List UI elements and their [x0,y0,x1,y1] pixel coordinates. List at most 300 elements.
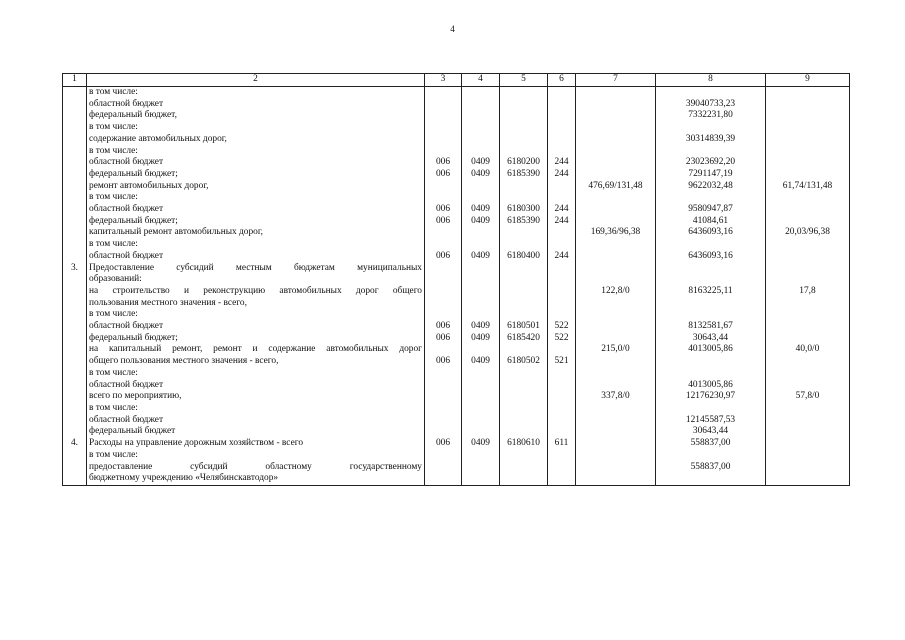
table-row [63,368,850,380]
col-5-cell: 6185390 [500,169,548,181]
col-4-cell [462,450,500,462]
col-4-cell [462,263,500,275]
col-7-cell [576,333,656,345]
col-8-cell: 41084,61 [656,216,766,228]
table-row [63,251,850,263]
row-description: содержание автомобильных дорог, [87,134,425,146]
col-9-cell [766,321,850,333]
col-4-cell: 0409 [462,321,500,333]
col-4-cell [462,391,500,403]
col-8-cell [656,274,766,286]
col-6-cell [548,286,576,298]
col-3-cell [425,298,462,310]
col-9-cell [766,134,850,146]
col-4-cell [462,344,500,356]
row-description: образований: [87,274,425,286]
row-number [63,134,87,146]
row-number [63,181,87,193]
row-description: в том числе: [87,368,425,380]
row-description: областной бюджет [87,380,425,392]
col-4-cell [462,134,500,146]
table-row [63,122,850,134]
col-5-cell [500,192,548,204]
col-8-cell [656,122,766,134]
col-9-cell [766,157,850,169]
col-3-cell [425,110,462,122]
col-9-cell [766,356,850,368]
header-col-3: 3 [425,74,462,87]
col-7-cell [576,157,656,169]
col-8-cell: 558837,00 [656,438,766,450]
col-8-cell: 9622032,48 [656,181,766,193]
col-7-cell [576,192,656,204]
row-number [63,87,87,99]
col-3-cell [425,415,462,427]
row-description: федеральный бюджет; [87,333,425,345]
col-7-cell [576,356,656,368]
col-9-cell: 40,0/0 [766,344,850,356]
col-7-cell [576,134,656,146]
col-6-cell [548,309,576,321]
col-5-cell: 6180200 [500,157,548,169]
table-row [63,321,850,333]
row-number [63,251,87,263]
col-4-cell: 0409 [462,157,500,169]
col-6-cell [548,122,576,134]
col-3-cell [425,87,462,99]
col-6-cell [548,450,576,462]
col-5-cell [500,286,548,298]
col-8-cell [656,192,766,204]
col-7-cell [576,438,656,450]
col-3-cell: 006 [425,204,462,216]
col-5-cell: 6185420 [500,333,548,345]
col-7-cell [576,263,656,275]
col-8-cell [656,473,766,485]
col-6-cell: 521 [548,356,576,368]
col-9-cell: 20,03/96,38 [766,227,850,239]
table-row [63,333,850,345]
col-3-cell: 006 [425,251,462,263]
col-8-cell: 30643,44 [656,426,766,438]
col-6-cell [548,87,576,99]
table-row [63,462,850,474]
table-row [63,438,850,450]
col-3-cell: 006 [425,356,462,368]
col-4-cell [462,298,500,310]
col-9-cell [766,309,850,321]
col-9-cell: 17,8 [766,286,850,298]
col-3-cell [425,380,462,392]
row-number [63,204,87,216]
col-4-cell [462,181,500,193]
col-4-cell: 0409 [462,204,500,216]
col-8-cell [656,239,766,251]
col-3-cell [425,181,462,193]
col-7-cell [576,110,656,122]
table-row [63,227,850,239]
col-7-cell [576,169,656,181]
col-6-cell [548,473,576,485]
row-description: ремонт автомобильных дорог, [87,181,425,193]
col-9-cell [766,298,850,310]
col-4-cell [462,274,500,286]
header-col-5: 5 [500,74,548,87]
row-description: федеральный бюджет; [87,169,425,181]
col-3-cell [425,146,462,158]
col-9-cell [766,438,850,450]
col-7-cell [576,415,656,427]
row-description: областной бюджет [87,415,425,427]
col-8-cell: 12176230,97 [656,391,766,403]
row-description: Расходы на управление дорожным хозяйством - всего [87,438,425,450]
col-7-cell [576,309,656,321]
col-8-cell: 12145587,53 [656,415,766,427]
col-5-cell: 6180610 [500,438,548,450]
col-9-cell [766,251,850,263]
col-8-cell: 6436093,16 [656,251,766,263]
col-7-cell: 169,36/96,38 [576,227,656,239]
col-8-cell [656,146,766,158]
col-3-cell [425,344,462,356]
row-number [63,426,87,438]
col-4-cell [462,87,500,99]
row-description: в том числе: [87,87,425,99]
col-8-cell: 4013005,86 [656,380,766,392]
row-description: капитальный ремонт автомобильных дорог, [87,227,425,239]
col-8-cell: 4013005,86 [656,344,766,356]
col-8-cell: 30643,44 [656,333,766,345]
row-description: предоставление субсидий областному государственному [87,462,425,474]
col-5-cell [500,274,548,286]
col-5-cell [500,344,548,356]
col-3-cell [425,286,462,298]
col-5-cell [500,403,548,415]
col-6-cell: 244 [548,251,576,263]
col-4-cell [462,239,500,251]
col-9-cell [766,110,850,122]
row-number [63,239,87,251]
col-6-cell [548,344,576,356]
table-row [63,216,850,228]
table-row [63,157,850,169]
col-6-cell [548,391,576,403]
table-row [63,169,850,181]
col-9-cell [766,403,850,415]
col-5-cell [500,309,548,321]
col-7-cell [576,473,656,485]
col-5-cell: 6180501 [500,321,548,333]
col-9-cell [766,192,850,204]
table-row [63,380,850,392]
col-7-cell [576,321,656,333]
col-8-cell: 9580947,87 [656,204,766,216]
col-6-cell [548,274,576,286]
col-8-cell [656,298,766,310]
header-col-8: 8 [656,74,766,87]
table-row [63,356,850,368]
col-5-cell [500,181,548,193]
col-3-cell [425,274,462,286]
col-9-cell [766,87,850,99]
col-4-cell [462,146,500,158]
col-8-cell: 558837,00 [656,462,766,474]
row-description: в том числе: [87,403,425,415]
table-row [63,344,850,356]
table-row [63,309,850,321]
col-5-cell [500,415,548,427]
col-6-cell: 611 [548,438,576,450]
col-3-cell: 006 [425,169,462,181]
row-number [63,333,87,345]
col-6-cell [548,146,576,158]
col-8-cell: 7332231,80 [656,110,766,122]
col-5-cell [500,134,548,146]
col-7-cell [576,87,656,99]
col-6-cell [548,239,576,251]
row-description: общего пользования местного значения - всего, [87,356,425,368]
col-4-cell: 0409 [462,216,500,228]
col-4-cell: 0409 [462,251,500,263]
row-description: бюджетному учреждению «Челябинскавтодор» [87,473,425,485]
col-8-cell [656,368,766,380]
col-5-cell [500,426,548,438]
table-row [63,263,850,275]
col-8-cell: 6436093,16 [656,227,766,239]
col-7-cell [576,146,656,158]
col-9-cell: 57,8/0 [766,391,850,403]
row-description: федеральный бюджет [87,426,425,438]
col-6-cell [548,134,576,146]
col-7-cell: 476,69/131,48 [576,181,656,193]
table-row [63,286,850,298]
col-3-cell [425,462,462,474]
row-description: федеральный бюджет; [87,216,425,228]
row-number [63,110,87,122]
col-7-cell [576,426,656,438]
col-4-cell [462,426,500,438]
row-number [63,192,87,204]
col-3-cell [425,426,462,438]
col-3-cell [425,122,462,134]
header-col-9: 9 [766,74,850,87]
col-8-cell: 8163225,11 [656,286,766,298]
col-3-cell: 006 [425,157,462,169]
col-8-cell: 8132581,67 [656,321,766,333]
col-6-cell [548,110,576,122]
budget-table [62,73,850,486]
col-6-cell: 244 [548,157,576,169]
row-number [63,298,87,310]
col-5-cell [500,146,548,158]
table-row [63,192,850,204]
col-3-cell [425,391,462,403]
row-number [63,286,87,298]
col-7-cell [576,99,656,111]
col-4-cell: 0409 [462,356,500,368]
table-row [63,274,850,286]
row-description: в том числе: [87,239,425,251]
col-9-cell: 61,74/131,48 [766,181,850,193]
row-number [63,169,87,181]
col-7-cell: 122,8/0 [576,286,656,298]
col-5-cell [500,462,548,474]
col-8-cell [656,356,766,368]
col-4-cell [462,99,500,111]
col-5-cell: 6180400 [500,251,548,263]
col-6-cell [548,368,576,380]
col-4-cell [462,368,500,380]
row-number [63,391,87,403]
col-5-cell [500,122,548,134]
row-number [63,227,87,239]
col-5-cell [500,239,548,251]
col-7-cell [576,380,656,392]
col-8-cell: 30314839,39 [656,134,766,146]
row-number [63,309,87,321]
col-9-cell [766,462,850,474]
col-6-cell [548,192,576,204]
col-5-cell [500,263,548,275]
table-row [63,204,850,216]
col-4-cell [462,309,500,321]
col-9-cell [766,415,850,427]
table-row [63,99,850,111]
col-7-cell [576,204,656,216]
col-8-cell: 23023692,20 [656,157,766,169]
row-description: областной бюджет [87,251,425,263]
table-row [63,450,850,462]
header-col-1: 1 [63,74,87,87]
row-number [63,356,87,368]
col-5-cell: 6185390 [500,216,548,228]
col-8-cell [656,87,766,99]
col-3-cell: 006 [425,333,462,345]
row-number [63,99,87,111]
col-7-cell [576,274,656,286]
header-row [63,74,850,87]
col-3-cell [425,473,462,485]
header-col-6: 6 [548,74,576,87]
col-3-cell [425,239,462,251]
col-4-cell [462,122,500,134]
col-7-cell [576,251,656,263]
row-description: областной бюджет [87,99,425,111]
col-4-cell [462,415,500,427]
col-3-cell: 006 [425,216,462,228]
table-row [63,110,850,122]
col-9-cell [766,368,850,380]
row-description: на капитальный ремонт, ремонт и содержание автомобильных дорог [87,344,425,356]
col-7-cell [576,122,656,134]
col-6-cell [548,181,576,193]
col-3-cell: 006 [425,438,462,450]
col-5-cell [500,368,548,380]
row-number: 4. [63,438,87,450]
col-6-cell [548,462,576,474]
header-col-2: 2 [87,74,425,87]
row-number [63,157,87,169]
col-6-cell [548,298,576,310]
col-9-cell [766,122,850,134]
col-5-cell [500,87,548,99]
col-4-cell [462,473,500,485]
row-description: в том числе: [87,309,425,321]
col-5-cell [500,99,548,111]
row-description: федеральный бюджет, [87,110,425,122]
col-9-cell [766,146,850,158]
col-9-cell [766,450,850,462]
col-4-cell [462,110,500,122]
col-9-cell [766,473,850,485]
col-3-cell [425,99,462,111]
col-5-cell [500,450,548,462]
row-number [63,462,87,474]
col-7-cell [576,216,656,228]
col-4-cell [462,462,500,474]
col-4-cell: 0409 [462,333,500,345]
header-col-7: 7 [576,74,656,87]
row-description: областной бюджет [87,204,425,216]
table-row [63,391,850,403]
col-5-cell [500,473,548,485]
col-9-cell [766,204,850,216]
col-6-cell: 522 [548,333,576,345]
col-5-cell: 6180300 [500,204,548,216]
col-4-cell [462,286,500,298]
col-7-cell [576,298,656,310]
col-6-cell [548,403,576,415]
col-6-cell: 244 [548,169,576,181]
row-number [63,321,87,333]
col-9-cell [766,380,850,392]
col-6-cell: 244 [548,204,576,216]
row-number [63,380,87,392]
page-number: 4 [450,24,455,34]
col-5-cell: 6180502 [500,356,548,368]
col-9-cell [766,216,850,228]
row-description: областной бюджет [87,321,425,333]
col-7-cell: 337,8/0 [576,391,656,403]
col-9-cell [766,426,850,438]
row-description: в том числе: [87,146,425,158]
col-6-cell: 522 [548,321,576,333]
header-col-4: 4 [462,74,500,87]
col-9-cell [766,274,850,286]
col-3-cell [425,368,462,380]
table-row [63,473,850,485]
col-8-cell [656,263,766,275]
row-description: на строительство и реконструкцию автомобильных дорог общего [87,286,425,298]
col-9-cell [766,99,850,111]
row-number [63,344,87,356]
row-description: областной бюджет [87,157,425,169]
col-9-cell [766,169,850,181]
col-7-cell [576,462,656,474]
col-8-cell [656,309,766,321]
table-row [63,181,850,193]
col-6-cell [548,227,576,239]
row-description: в том числе: [87,192,425,204]
col-5-cell [500,391,548,403]
col-3-cell [425,227,462,239]
col-8-cell [656,403,766,415]
row-description: в том числе: [87,122,425,134]
col-3-cell [425,309,462,321]
row-number [63,473,87,485]
row-number [63,146,87,158]
col-3-cell [425,192,462,204]
